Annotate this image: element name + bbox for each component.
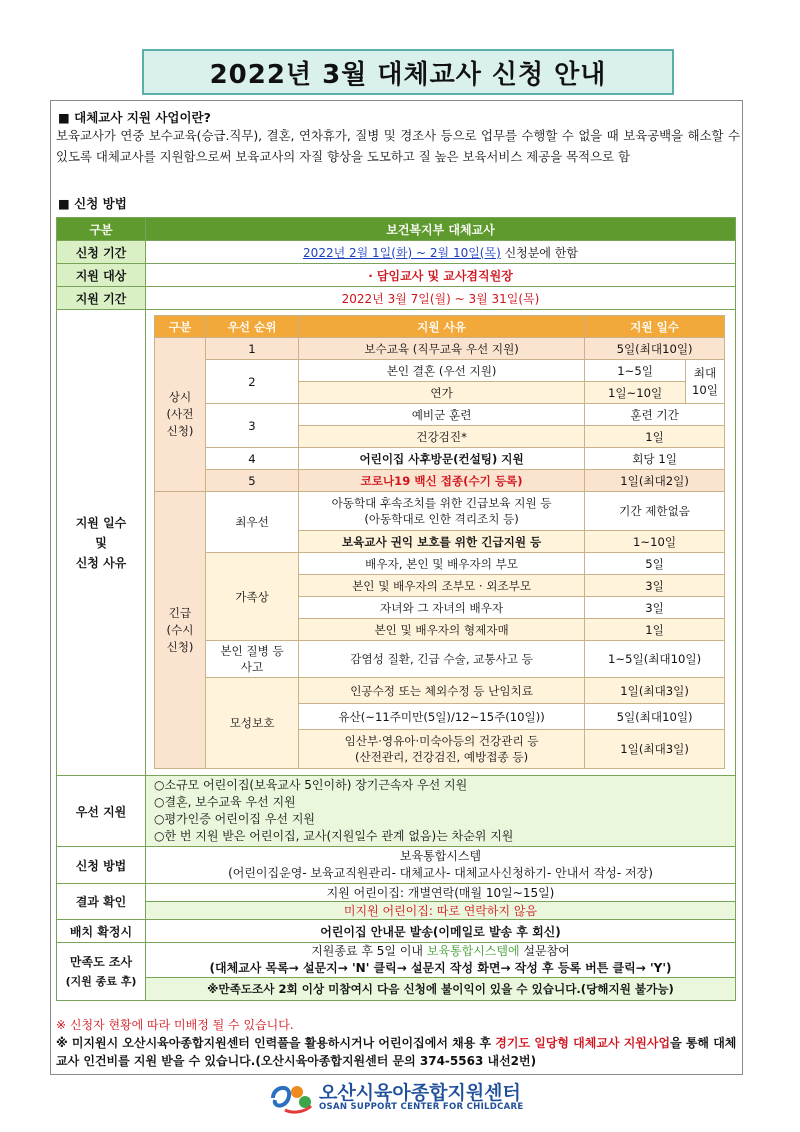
reason-vaccine: 코로나19 백신 접종(수기 등록) bbox=[299, 470, 585, 492]
label-survey bbox=[57, 943, 146, 1001]
header-program: 보건복지부 대체교사 bbox=[146, 218, 736, 241]
reason-family-3: 자녀와 그 자녀의 배우자 bbox=[299, 597, 585, 619]
priority-item: ○소규모 어린이집(보육교사 5인이하) 장기근속자 우선 지원 bbox=[154, 778, 468, 792]
footnotes bbox=[56, 1016, 746, 1070]
survey-line-1a: 지원종료 후 5일 이내 bbox=[311, 944, 427, 958]
days-annual-leave: 1일~10일 bbox=[585, 382, 686, 404]
reason-family-4: 본인 및 배우자의 형제자매 bbox=[299, 619, 585, 641]
support-reasons-table bbox=[154, 315, 725, 769]
reason-health-check: 건강검진* bbox=[299, 426, 585, 448]
urgent-label: 긴급 (수시 신청) bbox=[155, 492, 206, 769]
intro-paragraph: 보육교사가 연중 보수교육(승급.직무), 결혼, 연차휴가, 질병 및 경조사 등으로 업무를 수행할 수 없을 때 보육공백을 해소할 수 있도록 대체교사를 지원함으로써 보육교사의 자질 향상을 도모하고 질 높은 보육서비스 제공을 목적으로 함 bbox=[56, 128, 740, 164]
inner-header-reason: 지원 사유 bbox=[299, 316, 585, 338]
logo-name: 오산시육아종합지원센터 bbox=[319, 1082, 521, 1104]
days-illness: 1~5일(최대10일) bbox=[585, 641, 725, 678]
rank-4: 4 bbox=[206, 448, 299, 470]
reason-maternity-1: 인공수정 또는 체외수정 등 난임치료 bbox=[299, 678, 585, 704]
priority-item: ○한 번 지원 받은 어린이집, 교사(지원일수 관계 없음)는 차순위 지원 bbox=[154, 829, 514, 843]
label-priority: 우선 지원 bbox=[57, 776, 146, 847]
label-apply-period: 신청 기간 bbox=[57, 241, 146, 264]
label-days-1: 지원 일수 bbox=[75, 515, 127, 530]
priority-item: ○평가인증 어린이집 우선 지원 bbox=[154, 812, 316, 826]
label-days-3: 신청 사유 bbox=[75, 555, 127, 570]
reason-teacher-rights: 보육교사 권익 보호를 위한 긴급지원 등 bbox=[299, 531, 585, 553]
apply-period-value bbox=[146, 241, 736, 264]
reason-child-abuse: 아동학대 후속조치를 위한 긴급보육 지원 등 (아동학대로 인한 격리조치 등) bbox=[299, 492, 585, 531]
priority-item: ○결혼, 보수교육 우선 지원 bbox=[154, 795, 296, 809]
center-logo bbox=[267, 1078, 547, 1118]
section-heading-method: ■ 신청 방법 bbox=[58, 196, 127, 211]
days-family-4: 1일 bbox=[585, 619, 725, 641]
top-priority-label: 최우선 bbox=[206, 492, 299, 553]
family-label: 가족상 bbox=[206, 553, 299, 641]
survey-system-name: 보육통합시스템에 bbox=[426, 944, 520, 958]
inner-header-days: 지원 일수 bbox=[585, 316, 725, 338]
rank-3: 3 bbox=[206, 404, 299, 448]
inner-header-priority: 우선 순위 bbox=[206, 316, 299, 338]
inner-header-division: 구분 bbox=[155, 316, 206, 338]
apply-period-suffix: 신청분에 한함 bbox=[500, 245, 578, 260]
illness-label: 본인 질병 등 사고 bbox=[206, 641, 299, 678]
rank-1: 1 bbox=[206, 338, 299, 360]
reason-family-2: 본인 및 배우자의 조부모 · 외조부모 bbox=[299, 575, 585, 597]
survey-line-1c: 설문참여 bbox=[519, 944, 570, 958]
reason-consulting: 어린이집 사후방문(컨설팅) 지원 bbox=[299, 448, 585, 470]
application-table bbox=[56, 217, 736, 1001]
survey-line-2: (대체교사 목록→ 설문지→ 'N' 클릭→ 설문지 작성 화면→ 작성 후 등록 버튼 클릭→ 'Y') bbox=[209, 961, 672, 975]
logo-subtitle: OSAN SUPPORT CENTER FOR CHILDCARE bbox=[319, 1102, 524, 1112]
survey-instructions bbox=[146, 943, 736, 978]
days-maternity-2: 5일(최대10일) bbox=[585, 704, 725, 730]
label-method: 신청 방법 bbox=[57, 847, 146, 884]
result-line-1: 지원 어린이집: 개별연락(매월 10일~15일) bbox=[146, 884, 736, 902]
survey-warning: ※만족도조사 2회 이상 미참여시 다음 신청에 불이익이 있을 수 있습니다.(당해지원 불가능) bbox=[146, 978, 736, 1001]
method-value bbox=[146, 847, 736, 884]
page-title bbox=[142, 49, 674, 95]
days-maternity-3: 1일(최대3일) bbox=[585, 730, 725, 769]
support-days-cell bbox=[146, 310, 736, 776]
days-consulting: 회당 1일 bbox=[585, 448, 725, 470]
method-line-2: (어린이집운영- 보육교직원관리- 대체교사- 대체교사신청하기- 안내서 작성- 저장) bbox=[228, 866, 653, 880]
reason-family-1: 배우자, 본인 및 배우자의 부모 bbox=[299, 553, 585, 575]
days-family-1: 5일 bbox=[585, 553, 725, 575]
method-line-1: 보육통합시스템 bbox=[399, 849, 482, 863]
days-reserve-training: 훈련 기간 bbox=[585, 404, 725, 426]
survey-label-1: 만족도 조사 bbox=[69, 954, 133, 969]
label-days-2: 및 bbox=[95, 535, 107, 550]
reason-marriage: 본인 결혼 (우선 지원) bbox=[299, 360, 585, 382]
label-support-period: 지원 기간 bbox=[57, 287, 146, 310]
reason-training: 보수교육 (직무교육 우선 지원) bbox=[299, 338, 585, 360]
days-marriage: 1~5일 bbox=[585, 360, 686, 382]
label-result: 결과 확인 bbox=[57, 884, 146, 920]
rank-5: 5 bbox=[206, 470, 299, 492]
days-health-check: 1일 bbox=[585, 426, 725, 448]
days-vaccine: 1일(최대2일) bbox=[585, 470, 725, 492]
apply-period-date: 2022년 2월 1일(화) ~ 2월 10일(목) bbox=[303, 245, 501, 260]
regular-label: 상시 (사전 신청) bbox=[155, 338, 206, 492]
note-2a: ※ 미지원시 오산시육아종합지원센터 인력풀을 활용하시거나 어린이집에서 채용 후 bbox=[56, 1036, 496, 1050]
label-target: 지원 대상 bbox=[57, 264, 146, 287]
label-support-days bbox=[57, 310, 146, 776]
note-2 bbox=[56, 1034, 746, 1070]
days-family-3: 3일 bbox=[585, 597, 725, 619]
days-maternity-1: 1일(최대3일) bbox=[585, 678, 725, 704]
note-2-highlight: 경기도 일당형 대체교사 지원사업 bbox=[495, 1036, 671, 1050]
rank-2: 2 bbox=[206, 360, 299, 404]
survey-label-2: (지원 종료 후) bbox=[65, 974, 137, 988]
days-max: 최대 10일 bbox=[686, 360, 725, 404]
maternity-label: 모성보호 bbox=[206, 678, 299, 769]
logo-mark-icon bbox=[267, 1080, 315, 1116]
note-1: ※ 신청자 현황에 따라 미배정 될 수 있습니다. bbox=[56, 1018, 294, 1032]
reason-maternity-2: 유산(~11주미만(5일)/12~15주(10일)) bbox=[299, 704, 585, 730]
days-teacher-rights: 1~10일 bbox=[585, 531, 725, 553]
header-division: 구분 bbox=[57, 218, 146, 241]
deploy-value: 어린이집 안내문 발송(이메일로 발송 후 회신) bbox=[146, 920, 736, 943]
reason-maternity-3: 임산부·영유아·미숙아등의 건강관리 등 (산전관리, 건강검진, 예방접종 등) bbox=[299, 730, 585, 769]
days-child-abuse: 기간 제한없음 bbox=[585, 492, 725, 531]
page-title-text: 2022년 3월 대체교사 신청 안내 bbox=[209, 59, 607, 90]
support-period-value: 2022년 3월 7일(월) ~ 3월 31일(목) bbox=[146, 287, 736, 310]
label-deploy: 배치 확정시 bbox=[57, 920, 146, 943]
days-training: 5일(최대10일) bbox=[585, 338, 725, 360]
result-line-2: 미지원 어린이집: 따로 연락하지 않음 bbox=[146, 902, 736, 920]
reason-reserve-training: 예비군 훈련 bbox=[299, 404, 585, 426]
note-2c: 을 통해 대체교사 인건비를 지원 받을 수 있습니다.(오산시육아종합지원센터 문의 374-5563 내선2번) bbox=[56, 1036, 737, 1068]
target-value: · 담임교사 및 교사겸직원장 bbox=[146, 264, 736, 287]
priority-list bbox=[146, 776, 736, 847]
days-family-2: 3일 bbox=[585, 575, 725, 597]
section-heading-intro: ■ 대체교사 지원 사업이란? bbox=[58, 110, 211, 125]
reason-annual-leave: 연가 bbox=[299, 382, 585, 404]
reason-illness: 감염성 질환, 긴급 수술, 교통사고 등 bbox=[299, 641, 585, 678]
